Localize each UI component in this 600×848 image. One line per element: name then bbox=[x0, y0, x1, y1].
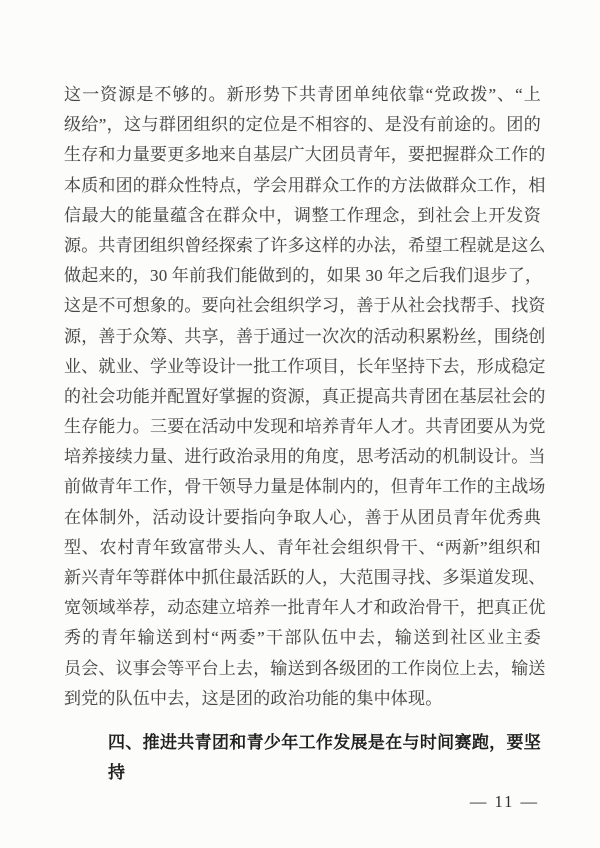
body-line: 员会、议事会等平台上去，输送到各级团的工作岗位上去，输送 bbox=[64, 658, 546, 678]
body-line: 本质和团的群众性特点，学会用群众工作的方法做群众工作，相 bbox=[64, 175, 546, 195]
page-number: — 11 — bbox=[469, 791, 539, 811]
body-line: 宽领域举荐，动态建立培养一批青年人才和政治骨干，把真正优 bbox=[64, 598, 546, 618]
body-line: 信最大的能量蕴含在群众中，调整工作理念，到社会上开发资 bbox=[64, 205, 541, 225]
body-line: 源。共青团组织曾经探索了许多这样的办法，希望工程就是这么 bbox=[64, 235, 546, 255]
body-line: 新兴青年等群体中抓住最活跃的人，大范围寻找、多渠道发现、 bbox=[64, 568, 546, 587]
body-line: 在体制外，活动设计要指向争取人心，善于从团员青年优秀典 bbox=[64, 507, 541, 527]
body-line: 源，善于众筹、共享，善于通过一次次的活动积累粉丝，围绕创 bbox=[64, 326, 546, 346]
body-line: 这一资源是不够的。新形势下共青团单纯依靠“党政拨”、“上 bbox=[64, 85, 541, 104]
body-line: 前做青年工作，骨干领导力量是体制内的，但青年工作的主战场 bbox=[64, 477, 546, 497]
body-line: 做起来的，30 年前我们能做到的，如果 30 年之后我们退步了， bbox=[64, 266, 543, 286]
body-line: 到党的队伍中去，这是团的政治功能的集中体现。 bbox=[64, 688, 443, 708]
body-line: 秀的青年输送到村“两委”干部队伍中去，输送到社区业主委 bbox=[64, 628, 541, 648]
page-content bbox=[64, 80, 546, 813]
body-line: 级给”，这与群团组织的定位是不相容的、是没有前途的。团的 bbox=[64, 115, 541, 135]
body-line: 型、农村青年致富带头人、青年社会组织骨干、“两新”组织和 bbox=[64, 537, 541, 557]
body-line: 生存和力量要更多地来自基层广大团员青年，要把握群众工作的 bbox=[64, 145, 546, 165]
body-line: 这是不可想象的。要向社会组织学习，善于从社会找帮手、找资 bbox=[64, 296, 546, 316]
body-line: 生存能力。三要在活动中发现和培养青年人才。共青团要从为党 bbox=[64, 417, 546, 437]
body-line: 业、就业、学业等设计一批工作项目，长年坚持下去，形成稳定 bbox=[64, 356, 546, 376]
body-line: 培养接续力量、进行政治录用的角度，思考活动的机制设计。当 bbox=[64, 447, 546, 467]
body-line: 的社会功能并配置好掌握的资源，真正提高共青团在基层社会的 bbox=[64, 386, 546, 406]
section-heading: 四、推进共青团和青少年工作发展是在与时间赛跑，要坚持 bbox=[108, 732, 541, 782]
